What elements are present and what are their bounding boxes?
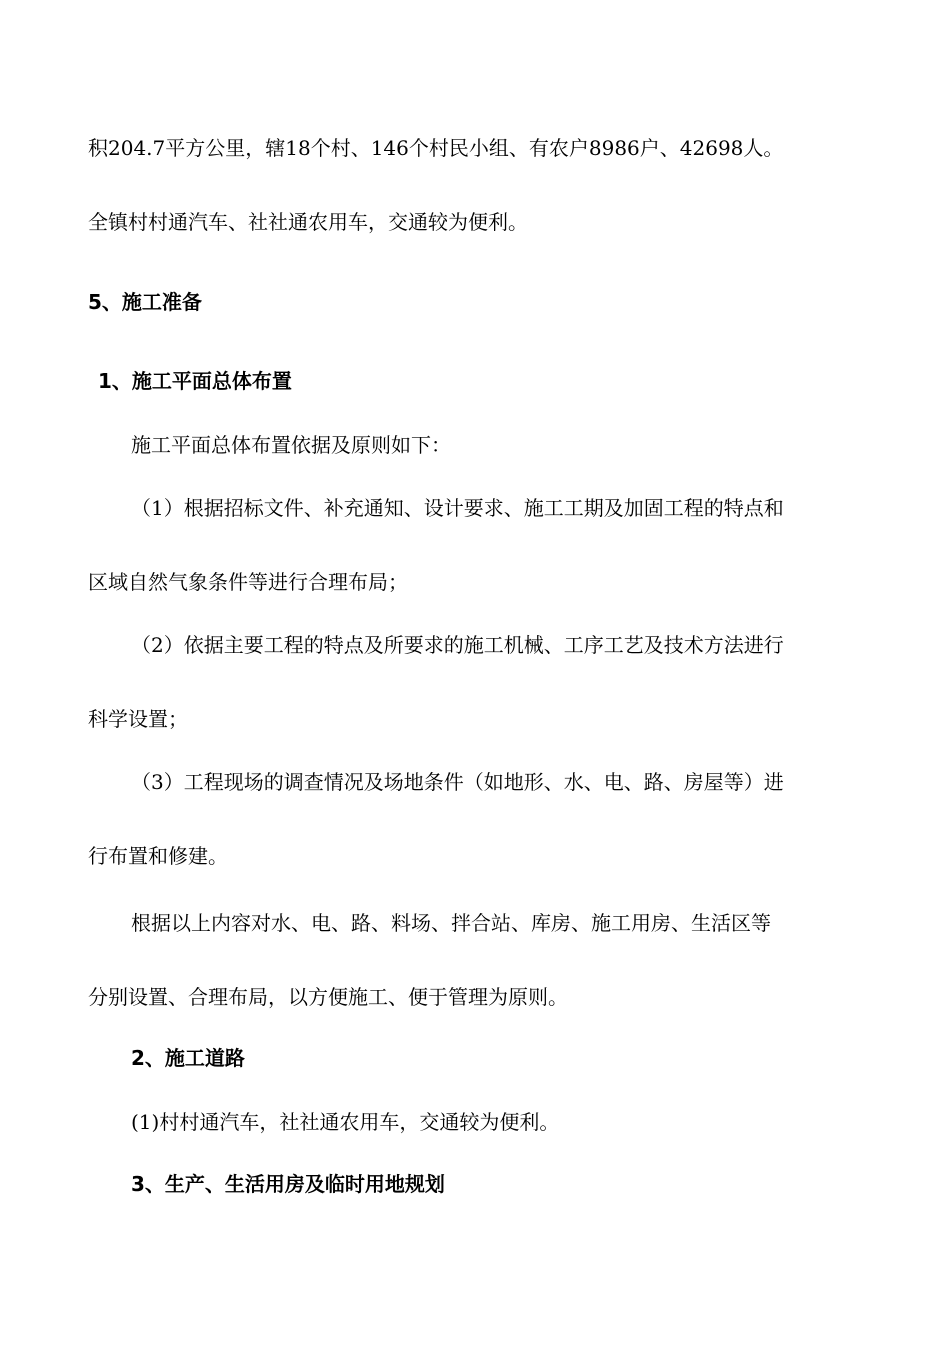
body-text-line: 施工平面总体布置依据及原则如下： bbox=[131, 433, 451, 457]
list-item-continuation: 行布置和修建。 bbox=[88, 844, 228, 868]
list-item-continuation: 科学设置； bbox=[88, 707, 188, 731]
list-item-text: (1)村村通汽车，社社通农用车，交通较为便利。 bbox=[131, 1110, 560, 1134]
body-text-line: 积204.7平方公里，辖18个村、146个村民小组、有农户8986户、42698人。 bbox=[88, 136, 784, 160]
list-item-text: （1）根据招标文件、补充通知、设计要求、施工工期及加固工程的特点和 bbox=[131, 496, 784, 520]
subsection-heading: 2、施工道路 bbox=[131, 1046, 245, 1070]
list-item-continuation: 区域自然气象条件等进行合理布局； bbox=[88, 570, 408, 594]
subsection-heading: 1、施工平面总体布置 bbox=[98, 369, 292, 393]
list-item-text: （2）依据主要工程的特点及所要求的施工机械、工序工艺及技术方法进行 bbox=[131, 633, 784, 657]
subsection-heading: 3、生产、生活用房及临时用地规划 bbox=[131, 1172, 445, 1196]
list-item-text: （3）工程现场的调查情况及场地条件（如地形、水、电、路、房屋等）进 bbox=[131, 770, 784, 794]
body-text-line: 全镇村村通汽车、社社通农用车，交通较为便利。 bbox=[88, 210, 528, 234]
body-text-line: 分别设置、合理布局，以方便施工、便于管理为原则。 bbox=[88, 985, 568, 1009]
body-text-line: 根据以上内容对水、电、路、料场、拌合站、库房、施工用房、生活区等 bbox=[131, 911, 771, 935]
section-heading: 5、施工准备 bbox=[88, 290, 202, 314]
